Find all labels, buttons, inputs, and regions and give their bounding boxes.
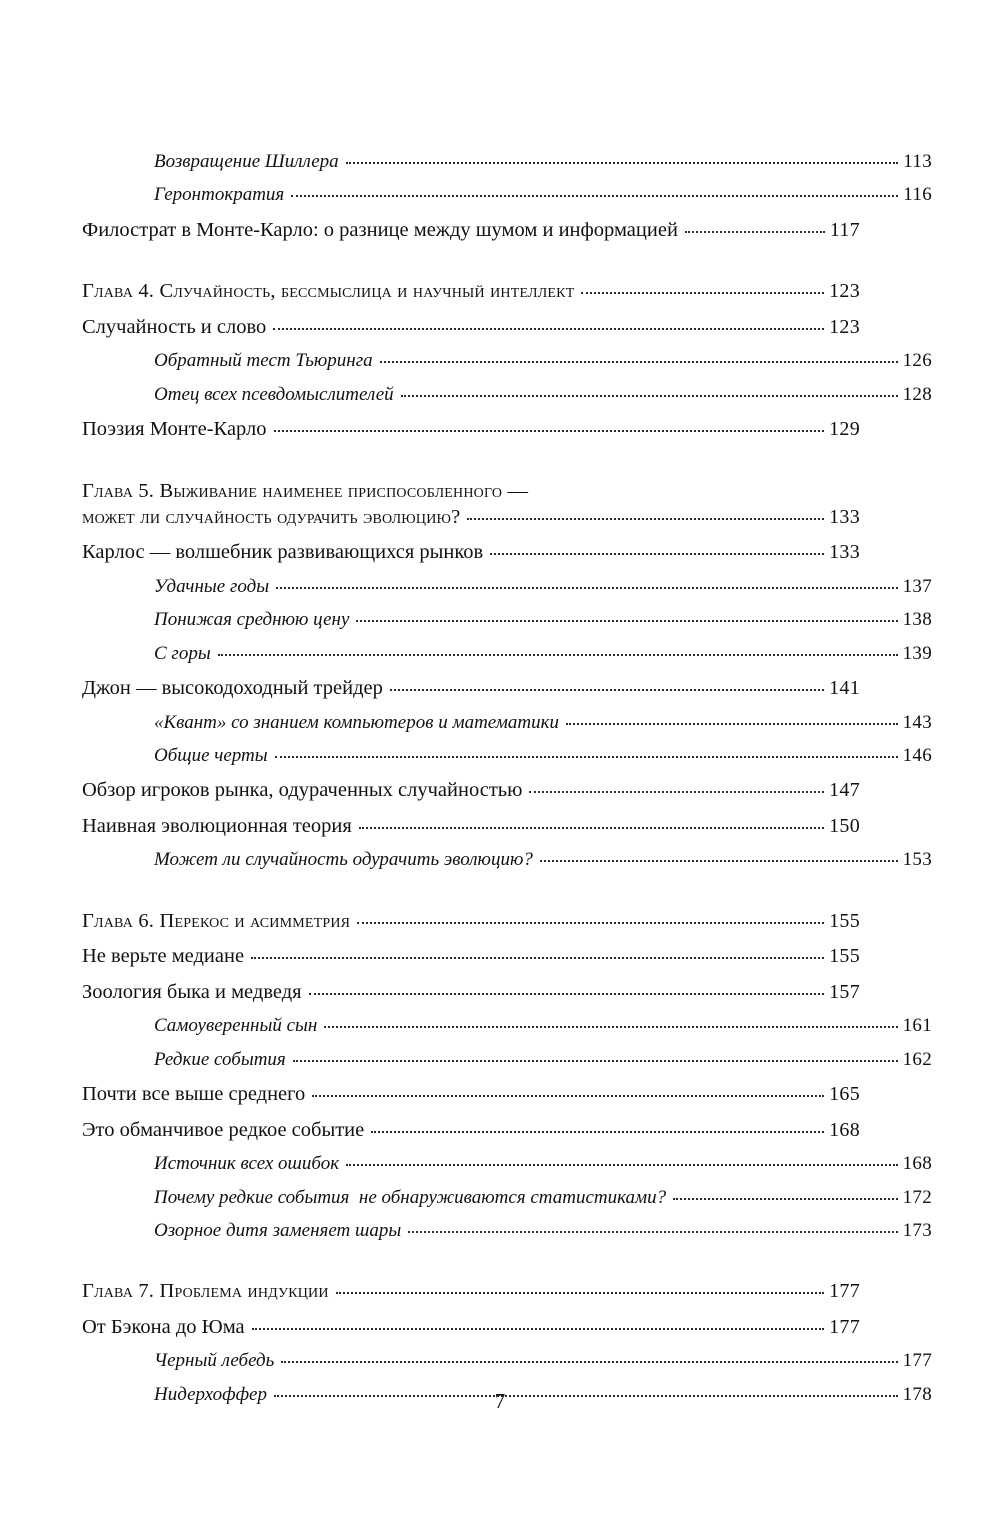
dot-leader bbox=[467, 518, 824, 520]
toc-entry-title: Нидерхоффер bbox=[154, 1383, 267, 1405]
toc-entry-title: С горы bbox=[154, 642, 211, 664]
toc-entry-title: Геронтократия bbox=[154, 184, 285, 206]
toc-entry-page: 157 bbox=[829, 980, 860, 1003]
toc-entry-title: Возвращение Шиллера bbox=[154, 151, 339, 172]
toc-entry-chapter[interactable] bbox=[82, 278, 860, 305]
dot-leader bbox=[401, 395, 898, 397]
dot-leader bbox=[566, 723, 898, 725]
dot-leader bbox=[275, 756, 898, 758]
toc-entry-section[interactable] bbox=[82, 217, 860, 244]
toc-entry-section[interactable] bbox=[82, 1314, 860, 1341]
dot-leader bbox=[336, 1292, 824, 1294]
toc-entry-title: Глава 4. Случайность, бессмыслица и научный интеллект bbox=[82, 280, 575, 303]
toc-entry-line2 bbox=[82, 504, 860, 531]
toc-entry-section[interactable] bbox=[82, 1117, 860, 1144]
toc-entry-title: Может ли случайность одурачить эволюцию? bbox=[154, 849, 533, 871]
toc-entry-title: Джон — высокодоходный трейдер bbox=[82, 676, 383, 699]
toc-entry-page: 153 bbox=[902, 849, 932, 871]
toc-entry-title: Отец всех псевдомыслителей bbox=[154, 383, 394, 405]
toc-entry-page: 133 bbox=[829, 541, 860, 564]
toc-entry-section[interactable] bbox=[82, 314, 860, 341]
toc-entry-page: 173 bbox=[902, 1219, 932, 1241]
toc-entry-section[interactable] bbox=[82, 777, 860, 804]
toc-entry-title: Обратный тест Тьюринга bbox=[154, 350, 373, 372]
toc-entry-title: Черный лебедь bbox=[154, 1350, 275, 1372]
toc-entry-sub[interactable] bbox=[82, 1014, 932, 1038]
toc-group bbox=[82, 1278, 932, 1407]
toc-entry-sub[interactable] bbox=[82, 744, 932, 768]
toc-entry-title: Источник всех ошибок bbox=[154, 1153, 340, 1175]
toc-entry-page: 177 bbox=[902, 1350, 932, 1372]
toc-entry-page: 138 bbox=[902, 609, 932, 631]
toc-entry-section[interactable] bbox=[82, 1081, 860, 1108]
page-number: 7 bbox=[494, 1389, 506, 1413]
toc-entry-page: 141 bbox=[829, 676, 860, 699]
toc-entry-page: 117 bbox=[829, 218, 860, 241]
toc-entry-page: 177 bbox=[829, 1315, 860, 1338]
dot-leader bbox=[324, 1026, 897, 1028]
toc-entry-title: Случайность и слово bbox=[82, 315, 267, 338]
toc-entry-page: 147 bbox=[829, 779, 860, 802]
toc-entry-sub[interactable] bbox=[82, 1152, 932, 1176]
dot-leader bbox=[380, 361, 898, 363]
toc-entry-title: Редкие события bbox=[154, 1048, 286, 1070]
toc-entry-page: 126 bbox=[902, 350, 932, 372]
toc-entry-title: Почти все выше среднего bbox=[82, 1083, 306, 1106]
dot-leader bbox=[673, 1198, 897, 1200]
dot-leader bbox=[356, 620, 897, 622]
toc-entry-sub[interactable] bbox=[82, 608, 932, 632]
dot-leader bbox=[274, 430, 825, 432]
toc-entry-sub[interactable] bbox=[82, 1219, 932, 1243]
toc-entry-page: 129 bbox=[829, 418, 860, 441]
toc-entry-page: 113 bbox=[903, 151, 932, 172]
toc-entry-sub[interactable] bbox=[82, 1349, 932, 1373]
toc-entry-page: 177 bbox=[829, 1280, 860, 1303]
toc-entry-title: Почему редкие события не обнаруживаются статистиками? bbox=[154, 1186, 667, 1208]
dot-leader bbox=[309, 993, 825, 995]
toc-entry-page: 155 bbox=[829, 945, 860, 968]
toc-entry-section[interactable] bbox=[82, 979, 860, 1006]
toc-group-gap bbox=[82, 252, 860, 278]
toc-entry-title: Филострат в Монте-Карло: о разнице между шумом и информацией bbox=[82, 218, 678, 241]
toc-entry-page: 137 bbox=[902, 576, 932, 598]
dot-leader bbox=[685, 231, 825, 233]
toc-entry-title: Глава 5. Выживание наименее приспособленного — bbox=[82, 479, 529, 502]
toc-entry-chapter[interactable] bbox=[82, 908, 860, 935]
toc-entry-title: Обзор игроков рынка, одураченных случайностью bbox=[82, 779, 523, 802]
toc-entry-sub[interactable] bbox=[82, 642, 932, 666]
toc-entry-page: 146 bbox=[902, 744, 932, 766]
toc-entry-title-cont: может ли случайность одурачить эволюцию? bbox=[82, 505, 461, 528]
dot-leader bbox=[276, 587, 898, 589]
toc-entry-title: Самоуверенный сын bbox=[154, 1015, 318, 1037]
dot-leader bbox=[529, 791, 824, 793]
toc-entry-page: 139 bbox=[902, 642, 932, 664]
toc-entry-sub[interactable] bbox=[82, 848, 932, 872]
toc-entry-title: Понижая среднюю цену bbox=[154, 609, 350, 631]
dot-leader bbox=[346, 162, 899, 164]
toc-group bbox=[82, 278, 932, 442]
toc-entry-title: Удачные годы bbox=[154, 576, 270, 598]
toc-entry-page: 123 bbox=[829, 315, 860, 338]
toc-entry-title: «Квант» со знанием компьютеров и математики bbox=[154, 711, 559, 733]
toc-entry-title: Глава 6. Перекос и асимметрия bbox=[82, 909, 351, 932]
dot-leader bbox=[291, 195, 898, 197]
toc-group bbox=[82, 478, 932, 873]
toc-entry-title: Карлос — волшебник развивающихся рынков bbox=[82, 541, 484, 564]
toc-entry-title: Глава 7. Проблема индукции bbox=[82, 1280, 329, 1303]
toc-entry-title: Озорное дитя заменяет шары bbox=[154, 1219, 402, 1241]
toc-entry-page: 165 bbox=[829, 1083, 860, 1106]
dot-leader bbox=[359, 827, 824, 829]
toc-entry-title: Наивная эволюционная теория bbox=[82, 814, 352, 837]
dot-leader bbox=[273, 328, 824, 330]
toc-entry-section[interactable] bbox=[82, 675, 860, 702]
toc-group bbox=[82, 150, 932, 243]
toc-entry-sub[interactable] bbox=[82, 575, 932, 599]
toc-entry-section[interactable] bbox=[82, 943, 860, 970]
dot-leader bbox=[218, 654, 898, 656]
toc-group-gap bbox=[82, 882, 860, 908]
toc-entry-section[interactable] bbox=[82, 539, 860, 566]
toc-group bbox=[82, 908, 932, 1244]
dot-leader bbox=[581, 292, 824, 294]
dot-leader bbox=[293, 1060, 898, 1062]
toc-group-gap bbox=[82, 1252, 860, 1278]
toc-entry-page: 178 bbox=[902, 1383, 932, 1405]
dot-leader bbox=[357, 922, 824, 924]
toc-entry-sub[interactable] bbox=[82, 711, 932, 735]
dot-leader bbox=[540, 860, 898, 862]
toc-group-gap bbox=[82, 452, 860, 478]
toc-entry-page: 155 bbox=[829, 909, 860, 932]
dot-leader bbox=[346, 1164, 898, 1166]
toc-entry-page: 128 bbox=[902, 383, 932, 405]
toc-entry-page: 162 bbox=[902, 1048, 932, 1070]
toc-entry-sub[interactable] bbox=[82, 1048, 932, 1072]
toc-entry-sub[interactable] bbox=[82, 349, 932, 373]
toc-entry-title: Это обманчивое редкое событие bbox=[82, 1118, 365, 1141]
toc-entry-page: 172 bbox=[902, 1186, 932, 1208]
toc-entry-sub[interactable] bbox=[82, 150, 932, 174]
toc-entry-sub[interactable] bbox=[82, 1186, 932, 1210]
toc-entry-chapter[interactable] bbox=[82, 478, 860, 531]
toc-entry-page: 116 bbox=[903, 184, 932, 206]
dot-leader bbox=[251, 957, 824, 959]
table-of-contents bbox=[82, 150, 932, 1407]
toc-entry-page: 123 bbox=[829, 280, 860, 303]
toc-entry-page: 143 bbox=[902, 711, 932, 733]
dot-leader bbox=[312, 1095, 824, 1097]
toc-entry-sub[interactable] bbox=[82, 183, 932, 207]
toc-entry-page: 168 bbox=[829, 1118, 860, 1141]
toc-entry-title: Поэзия Монте-Карло bbox=[82, 418, 267, 441]
toc-entry-page: 168 bbox=[902, 1153, 932, 1175]
toc-entry-title: Не верьте медиане bbox=[82, 945, 245, 968]
toc-entry-section[interactable] bbox=[82, 416, 860, 443]
dot-leader bbox=[252, 1328, 824, 1330]
dot-leader bbox=[490, 553, 824, 555]
toc-entry-chapter[interactable] bbox=[82, 1278, 860, 1305]
toc-entry-title: Зоология быка и медведя bbox=[82, 980, 302, 1003]
dot-leader bbox=[408, 1231, 897, 1233]
toc-entry-page: 161 bbox=[902, 1015, 932, 1037]
dot-leader bbox=[371, 1131, 824, 1133]
dot-leader bbox=[281, 1361, 897, 1363]
toc-entry-title: Общие черты bbox=[154, 744, 268, 766]
toc-entry-page: 133 bbox=[829, 505, 860, 528]
toc-entry-page: 150 bbox=[829, 814, 860, 837]
toc-entry-sub[interactable] bbox=[82, 383, 932, 407]
toc-entry-title: От Бэкона до Юма bbox=[82, 1315, 245, 1338]
dot-leader bbox=[390, 689, 824, 691]
toc-entry-section[interactable] bbox=[82, 813, 860, 840]
